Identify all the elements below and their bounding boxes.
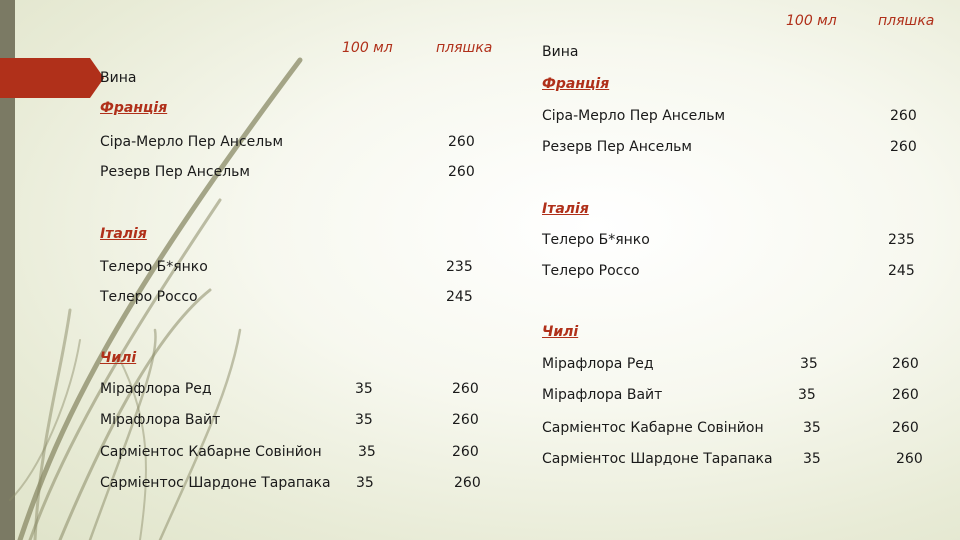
left-wine-ml-price: 35 xyxy=(355,412,373,428)
right-wine-name: Резерв Пер Ансельм xyxy=(542,139,692,155)
left-wine-ml-price: 35 xyxy=(358,444,376,460)
right-wine-name: Сарміентос Кабарне Совінйон xyxy=(542,420,764,436)
right-wine-name: Телеро Б*янко xyxy=(542,232,650,248)
left-wine-bottle-price: 260 xyxy=(452,412,479,428)
left-wine-name: Телеро Россо xyxy=(100,289,198,305)
left-col-header-ml: 100 мл xyxy=(342,40,393,56)
left-wine-bottle-price: 235 xyxy=(446,259,473,275)
right-col-header-ml: 100 мл xyxy=(786,13,837,29)
left-wine-bottle-price: 260 xyxy=(448,164,475,180)
right-section-title: Вина xyxy=(542,44,579,60)
right-wine-bottle-price: 245 xyxy=(888,263,915,279)
right-wine-name: Сарміентос Шардоне Тарапака xyxy=(542,451,773,467)
right-country-chile: Чилі xyxy=(542,324,579,340)
right-wine-name: Мірафлора Ред xyxy=(542,356,654,372)
red-ribbon xyxy=(0,58,90,98)
left-country-france: Франція xyxy=(100,100,168,116)
left-wine-name: Сарміентос Кабарне Совінйон xyxy=(100,444,322,460)
left-wine-ml-price: 35 xyxy=(355,381,373,397)
right-wine-bottle-price: 260 xyxy=(892,420,919,436)
right-country-france: Франція xyxy=(542,76,610,92)
right-wine-bottle-price: 260 xyxy=(890,139,917,155)
right-wine-name: Сіра-Мерло Пер Ансельм xyxy=(542,108,726,124)
left-country-italy: Італія xyxy=(100,226,147,242)
right-wine-bottle-price: 260 xyxy=(892,387,919,403)
right-wine-name: Мірафлора Вайт xyxy=(542,387,663,403)
right-wine-name: Телеро Россо xyxy=(542,263,640,279)
left-country-chile: Чилі xyxy=(100,350,137,366)
left-section-title: Вина xyxy=(100,70,137,86)
right-wine-ml-price: 35 xyxy=(798,387,816,403)
left-wine-name: Телеро Б*янко xyxy=(100,259,208,275)
left-wine-bottle-price: 260 xyxy=(452,444,479,460)
right-country-italy: Італія xyxy=(542,201,589,217)
right-wine-ml-price: 35 xyxy=(800,356,818,372)
right-wine-bottle-price: 260 xyxy=(892,356,919,372)
left-wine-name: Резерв Пер Ансельм xyxy=(100,164,250,180)
left-wine-name: Мірафлора Вайт xyxy=(100,412,221,428)
left-wine-bottle-price: 260 xyxy=(448,134,475,150)
left-wine-bottle-price: 260 xyxy=(454,475,481,491)
left-wine-name: Сіра-Мерло Пер Ансельм xyxy=(100,134,284,150)
left-wine-name: Сарміентос Шардоне Тарапака xyxy=(100,475,331,491)
right-wine-bottle-price: 235 xyxy=(888,232,915,248)
left-wine-name: Мірафлора Ред xyxy=(100,381,212,397)
left-wine-bottle-price: 260 xyxy=(452,381,479,397)
right-wine-ml-price: 35 xyxy=(803,451,821,467)
left-wine-ml-price: 35 xyxy=(356,475,374,491)
right-wine-ml-price: 35 xyxy=(803,420,821,436)
right-wine-bottle-price: 260 xyxy=(890,108,917,124)
left-wine-bottle-price: 245 xyxy=(446,289,473,305)
right-wine-bottle-price: 260 xyxy=(896,451,923,467)
left-col-header-bottle: пляшка xyxy=(436,40,493,56)
right-col-header-bottle: пляшка xyxy=(878,13,935,29)
